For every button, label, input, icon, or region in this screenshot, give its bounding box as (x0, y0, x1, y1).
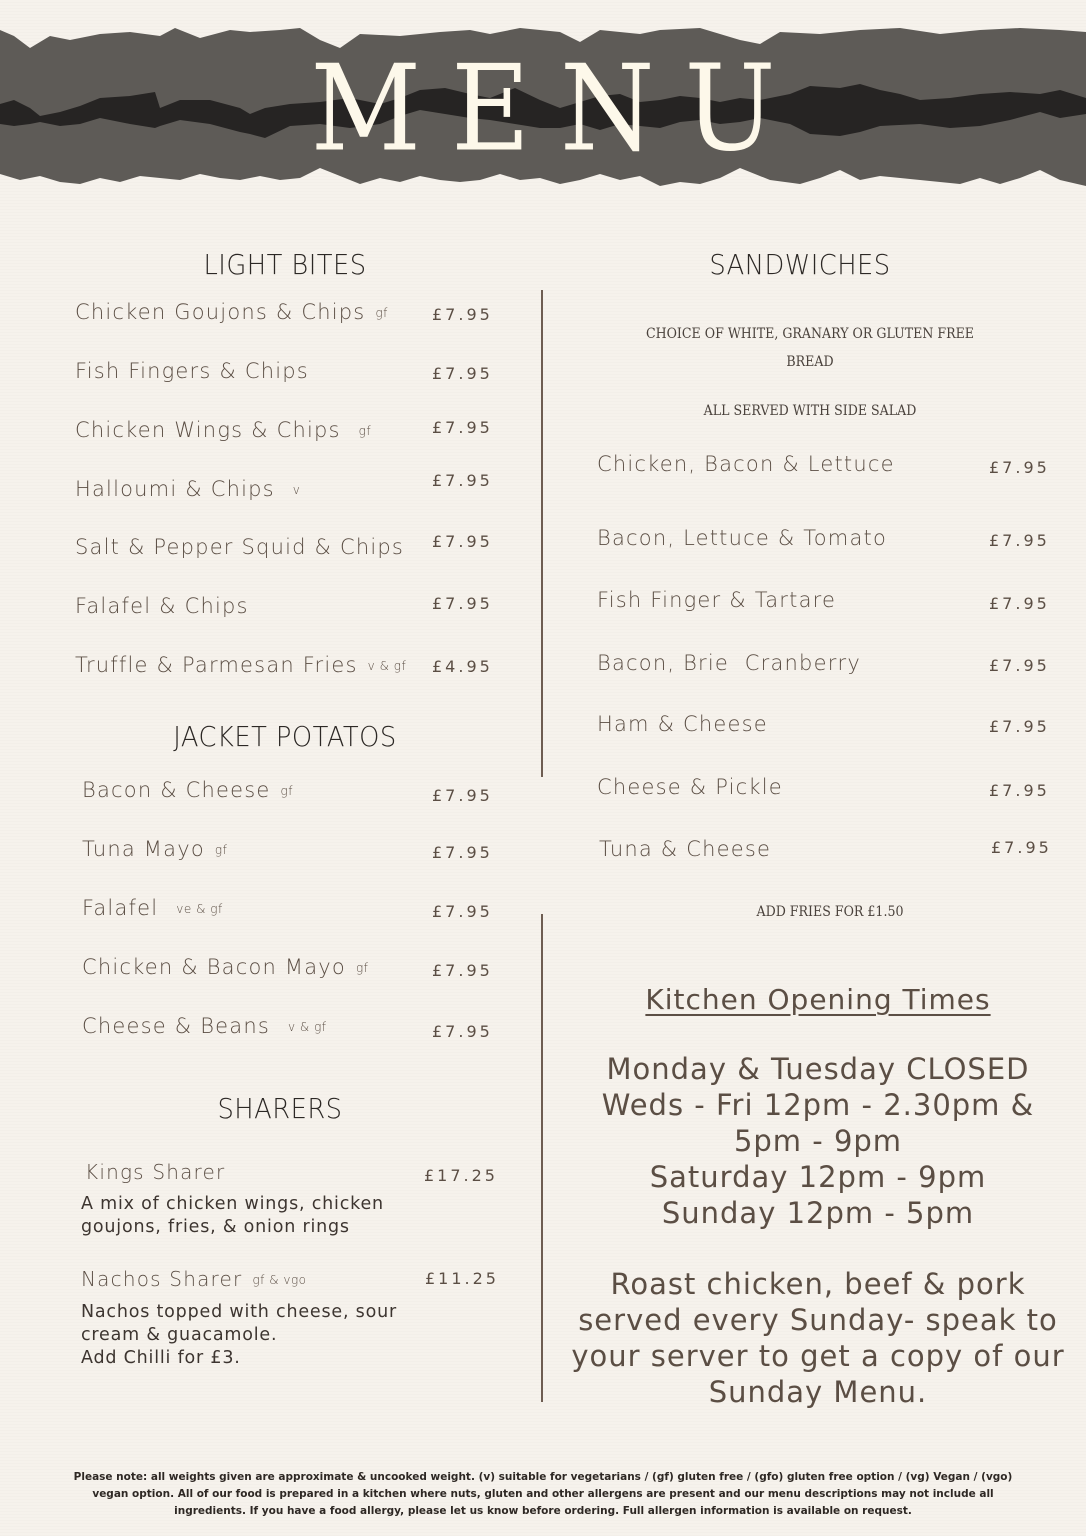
allergen-disclaimer: Please note: all weights given are approximate & uncooked weight. (v) suitable for vegetarians / (gf) gluten free / (gfo) gluten free option / (vg) Vegan / (vgo) vegan option. All of our food is prepared in a kitchen where nuts, gluten and other allergens are present and our menu descriptions may not include all ingredients. If you have a food allergy, please let us know before ordering. Full allergen information is available on request. (73, 1471, 1013, 1517)
menu-item (82, 896, 223, 920)
item-price: £7.95 (432, 594, 493, 613)
item-price: £7.95 (991, 838, 1052, 857)
item-name: Truffle & Parmesan Fries (75, 653, 358, 677)
item-price: £7.95 (432, 902, 493, 921)
menu-item (75, 359, 309, 383)
item-price: £11.25 (425, 1269, 499, 1288)
menu-item: Chicken, Bacon & Lettuce (597, 452, 895, 476)
item-name: Tuna Mayo (82, 837, 205, 861)
menu-item: Bacon, Brie Cranberry (597, 651, 861, 675)
title-banner (0, 28, 1086, 190)
column-divider-top (541, 290, 543, 777)
item-price: £7.95 (989, 531, 1050, 550)
side-salad-note: ALL SERVED WITH SIDE SALAD (703, 403, 917, 419)
item-price: £7.95 (989, 594, 1050, 613)
hours-line: Weds - Fri 12pm - 2.30pm & (601, 1088, 1035, 1122)
item-price: £4.95 (432, 657, 493, 676)
section-heading-sandwiches: SANDWICHES (709, 248, 891, 281)
menu-item (75, 535, 404, 559)
dietary-tag: gf (280, 784, 293, 798)
sunday-roast-note: Roast chicken, beef & pork served every Sunday- speak to your server to get a copy of our Sunday Menu. (571, 1267, 1065, 1409)
section-heading-jacket-potatos: JACKET POTATOS (173, 720, 397, 753)
item-name: Salt & Pepper Squid & Chips (75, 535, 405, 559)
item-name: Chicken & Bacon Mayo (82, 955, 346, 979)
menu-item: Fish Finger & Tartare (597, 588, 837, 612)
item-name: Chicken Goujons & Chips (75, 300, 366, 324)
menu-item (81, 1267, 307, 1291)
item-price: £7.95 (432, 471, 493, 490)
section-heading-sharers: SHARERS (217, 1092, 343, 1125)
dietary-tag: gf (214, 843, 228, 857)
dietary-tag: v (292, 483, 301, 497)
item-price: £7.95 (432, 305, 493, 324)
kitchen-hours (568, 1051, 1068, 1231)
column-divider-bottom (541, 914, 543, 1402)
menu-item: Bacon, Lettuce & Tomato (597, 526, 888, 550)
kitchen-times-title: Kitchen Opening Times (645, 983, 991, 1016)
item-price: £7.95 (989, 656, 1050, 675)
item-price: £7.95 (432, 786, 493, 805)
item-name: Chicken Wings & Chips (75, 418, 341, 442)
item-price: £7.95 (989, 717, 1050, 736)
add-fries-note: ADD FRIES FOR £1.50 (756, 904, 904, 920)
menu-item (75, 594, 249, 618)
menu-item: Ham & Cheese (597, 712, 768, 736)
item-name: Kings Sharer (85, 1160, 226, 1184)
menu-item (75, 300, 388, 324)
hours-line: 5pm - 9pm (733, 1124, 903, 1158)
item-name: Falafel (82, 896, 159, 920)
hours-line: Monday & Tuesday CLOSED (606, 1052, 1030, 1086)
dietary-tag: v & gf (367, 659, 407, 673)
menu-item (82, 1014, 327, 1038)
menu-item (85, 1160, 225, 1184)
item-name: Nachos Sharer (81, 1267, 243, 1291)
menu-item (82, 837, 227, 861)
item-description: A mix of chicken wings, chicken goujons, fries, & onion rings (81, 1194, 384, 1237)
bread-choice-note: CHOICE OF WHITE, GRANARY OR GLUTEN FREE BREAD (645, 326, 975, 370)
menu-title: MENU (310, 40, 806, 178)
item-price: £7.95 (989, 781, 1050, 800)
item-name: Cheese & Beans (82, 1014, 270, 1038)
menu-item (75, 653, 406, 677)
menu-item (82, 955, 368, 979)
dietary-tag: gf (375, 306, 388, 320)
hours-line: Saturday 12pm - 9pm (649, 1160, 987, 1194)
item-name: Bacon & Cheese (82, 778, 271, 802)
section-heading-light-bites: LIGHT BITES (203, 248, 367, 281)
dietary-tag: gf & vgo (252, 1273, 307, 1287)
dietary-tag: ve & gf (176, 902, 223, 916)
item-price: £7.95 (432, 532, 493, 551)
item-price: £7.95 (432, 1022, 493, 1041)
dietary-tag: gf (358, 424, 372, 438)
item-description: Nachos topped with cheese, sour cream & guacamole. Add Chilli for £3. (81, 1302, 397, 1368)
menu-item (75, 477, 300, 501)
item-price: £7.95 (432, 961, 493, 980)
hours-line: Sunday 12pm - 5pm (661, 1196, 975, 1230)
item-price: £7.95 (989, 458, 1050, 477)
menu-item (75, 418, 371, 442)
item-price: £17.25 (424, 1166, 498, 1185)
dietary-tag: v & gf (288, 1020, 327, 1034)
item-price: £7.95 (432, 843, 493, 862)
item-name: Halloumi & Chips (75, 477, 275, 501)
menu-item (82, 778, 293, 802)
item-price: £7.95 (432, 418, 493, 437)
menu-item: Cheese & Pickle (597, 775, 783, 799)
menu-item: Tuna & Cheese (599, 837, 772, 861)
dietary-tag: gf (355, 961, 369, 975)
item-name: Fish Fingers & Chips (75, 359, 309, 383)
item-name: Falafel & Chips (75, 594, 249, 618)
item-price: £7.95 (432, 364, 493, 383)
